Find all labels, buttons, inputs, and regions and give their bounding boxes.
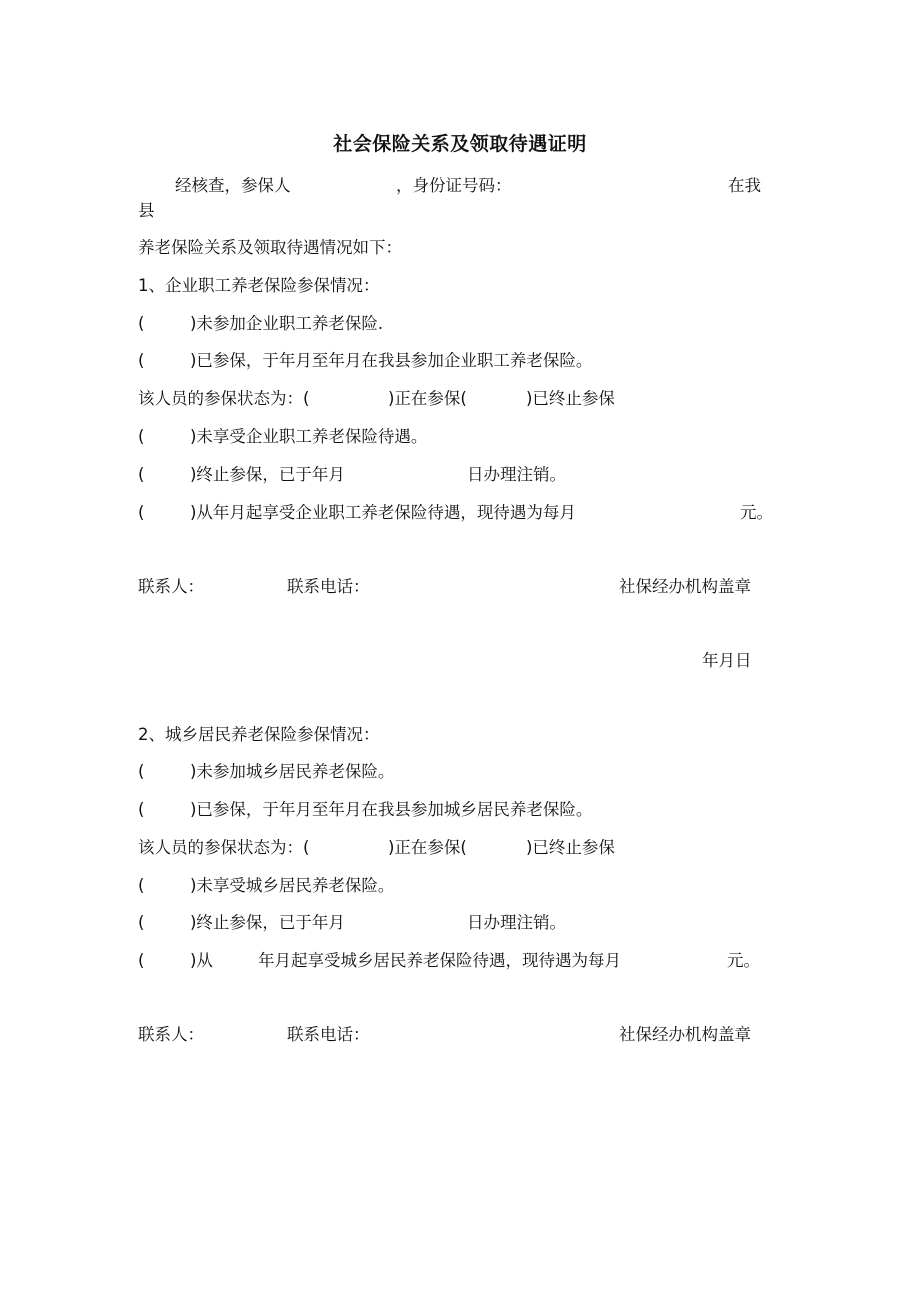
section1-line-receiving: )从年月起享受企业职工养老保险待遇，现待遇为每月	[190, 503, 576, 522]
section2-line-no-benefit: )未享受城乡居民养老保险。	[190, 876, 395, 895]
section2-status-active[interactable]: )正在参保(	[388, 838, 467, 857]
section2-checkbox-2[interactable]: (	[138, 800, 145, 819]
section1-checkbox-5[interactable]: (	[138, 465, 145, 484]
section2-line-not-enrolled: )未参加城乡居民养老保险。	[190, 762, 395, 781]
section2-contact-label: 联系人：	[138, 1025, 204, 1044]
section2-status-prefix: 该人员的参保状态为：(	[138, 838, 310, 857]
section2-checkbox-4[interactable]: (	[138, 876, 145, 895]
section1-phone-label: 联系电话：	[287, 577, 370, 596]
intro-prefix: 经核查，参保人	[175, 176, 291, 195]
section2-line-terminated-date: 日办理注销。	[467, 913, 566, 932]
section2-phone-label: 联系电话：	[287, 1025, 370, 1044]
section2-line-receiving-from: )从	[190, 951, 213, 970]
section2-status-ended[interactable]: )已终止参保	[526, 838, 615, 857]
section1-line-terminated-date: 日办理注销。	[467, 465, 566, 484]
section1-contact-label: 联系人：	[138, 577, 204, 596]
document-title: 社会保险关系及领取待遇证明	[333, 133, 587, 155]
section2-checkbox-1[interactable]: (	[138, 762, 145, 781]
section1-status-prefix: 该人员的参保状态为：(	[138, 389, 310, 408]
section2-line-enrolled: )已参保，于年月至年月在我县参加城乡居民养老保险。	[190, 800, 593, 819]
section1-line-enrolled: )已参保，于年月至年月在我县参加企业职工养老保险。	[190, 351, 593, 370]
section1-status-ended[interactable]: )已终止参保	[526, 389, 615, 408]
section1-date-label: 年月日	[702, 651, 752, 670]
section2-line-terminated: )终止参保，已于年月	[190, 913, 345, 932]
section2-line-yuan: 元。	[727, 951, 760, 970]
section2-line-receiving: 年月起享受城乡居民养老保险待遇，现待遇为每月	[258, 951, 621, 970]
section1-status-active[interactable]: )正在参保(	[388, 389, 467, 408]
section1-checkbox-2[interactable]: (	[138, 351, 145, 370]
section1-checkbox-6[interactable]: (	[138, 503, 145, 522]
intro-in-my: 在我	[728, 176, 761, 195]
section1-heading: 1、企业职工养老保险参保情况：	[138, 276, 380, 295]
section2-checkbox-5[interactable]: (	[138, 913, 145, 932]
intro-situation: 养老保险关系及领取待遇情况如下：	[138, 238, 402, 257]
section1-line-yuan: 元。	[740, 503, 773, 522]
section1-line-not-enrolled: )未参加企业职工养老保险.	[190, 314, 384, 333]
section1-checkbox-1[interactable]: (	[138, 314, 145, 333]
section2-heading: 2、城乡居民养老保险参保情况：	[138, 725, 380, 744]
section1-seal-label: 社保经办机构盖章	[619, 577, 751, 596]
section2-seal-label: 社保经办机构盖章	[619, 1025, 751, 1044]
section1-line-terminated: )终止参保，已于年月	[190, 465, 345, 484]
section1-line-no-benefit: )未享受企业职工养老保险待遇。	[190, 427, 428, 446]
id-number-label: ，身份证号码：	[396, 176, 512, 195]
section1-checkbox-4[interactable]: (	[138, 427, 145, 446]
section2-checkbox-6[interactable]: (	[138, 951, 145, 970]
intro-county: 县	[138, 201, 155, 220]
